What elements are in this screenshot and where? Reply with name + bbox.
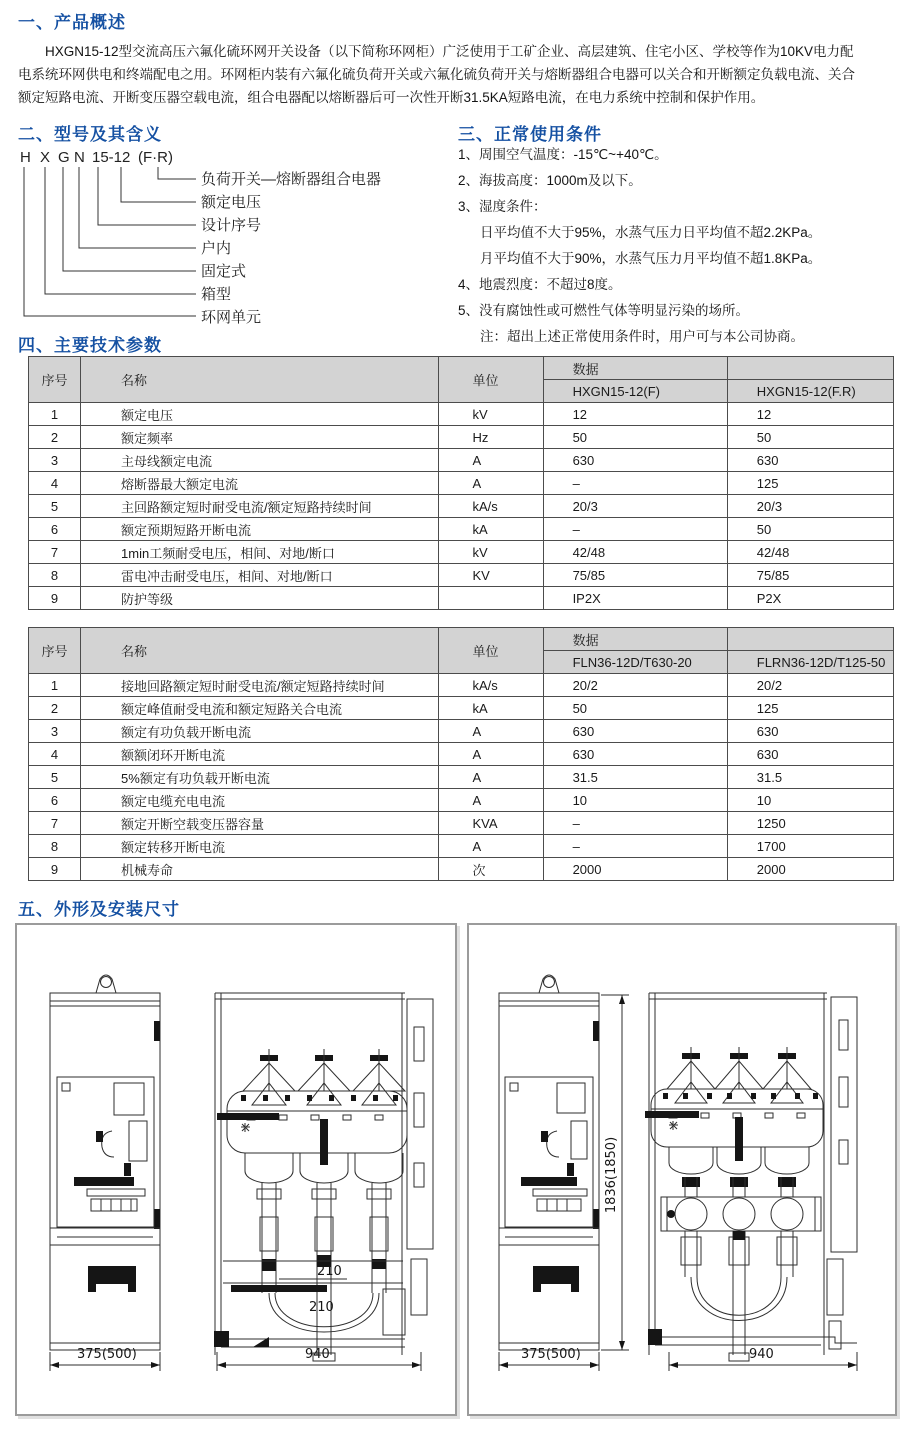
table-cell: A <box>439 720 543 743</box>
table-cell: 12 <box>727 403 893 426</box>
table-cell <box>439 587 543 610</box>
outline-drawing-box-left <box>15 923 457 1416</box>
table-cell: 630 <box>543 720 727 743</box>
table-cell: 1 <box>29 403 81 426</box>
col-header-data-empty <box>727 357 893 380</box>
table-row <box>29 426 894 449</box>
table-cell: 125 <box>727 697 893 720</box>
table-cell: kA/s <box>439 674 543 697</box>
table-cell: 50 <box>543 697 727 720</box>
model-labels <box>201 170 381 326</box>
side-width-dim-label: 375(500) <box>77 1347 137 1362</box>
table-cell: 9 <box>29 587 81 610</box>
section4-title: 四、主要技术参数 <box>18 336 162 355</box>
col-header-model-1: FLN36-12D/T630-20 <box>543 651 727 674</box>
col-header-name: 名称 <box>81 357 439 403</box>
table-cell: 熔断器最大额定电流 <box>81 472 439 495</box>
table-cell: P2X <box>727 587 893 610</box>
table-cell: 5 <box>29 766 81 789</box>
table-cell: 额定峰值耐受电流和额定短路关合电流 <box>81 697 439 720</box>
model-connector-lines <box>24 167 196 316</box>
section2-title: 二、型号及其含义 <box>18 125 162 144</box>
table-cell: 31.5 <box>543 766 727 789</box>
paragraph-line: 电系统环网供电和终端配电之用。环网柜内装有六氟化硫负荷开关或六氟化硫负荷开关与熔断器组合电器可以关合和开断额定负载电流、关合 <box>18 67 855 82</box>
condition-item: 4、地震烈度：不超过8度。 <box>458 277 622 292</box>
svg-text:户内: 户内 <box>201 240 232 257</box>
table-row <box>29 835 894 858</box>
table-row <box>29 697 894 720</box>
table-cell: – <box>543 812 727 835</box>
table-row <box>29 789 894 812</box>
col-header-model-2: FLRN36-12D/T125-50 <box>727 651 893 674</box>
table-cell: 1 <box>29 674 81 697</box>
side-view-drawing <box>50 975 160 1350</box>
table-cell: 75/85 <box>727 564 893 587</box>
table-row <box>29 495 894 518</box>
table-row <box>29 541 894 564</box>
table-cell: 1250 <box>727 812 893 835</box>
condition-subitem: 日平均值不大于95%，水蒸气压力日平均值不超2.2KPa。 <box>480 225 822 240</box>
dimension-annotations <box>499 1347 857 1371</box>
condition-note: 注：超出上述正常使用条件时，用户可与本公司协商。 <box>480 329 804 344</box>
table-cell: kV <box>439 541 543 564</box>
col-header-data: 数据 <box>543 357 727 380</box>
section3-title: 三、正常使用条件 <box>458 125 602 144</box>
table-cell: kA <box>439 697 543 720</box>
table-cell: A <box>439 743 543 766</box>
svg-text:G: G <box>58 149 70 166</box>
condition-item: 1、周围空气温度：-15℃~+40℃。 <box>458 147 668 162</box>
table-cell: A <box>439 472 543 495</box>
table-cell: 4 <box>29 472 81 495</box>
svg-text:15-12: 15-12 <box>92 149 131 166</box>
current-transformers <box>661 1177 821 1231</box>
col-header-name: 名称 <box>81 628 439 674</box>
tech-params-table-2 <box>28 627 894 881</box>
side-view-drawing <box>499 975 599 1350</box>
svg-text:设计序号: 设计序号 <box>201 217 262 234</box>
left-drawing-svg <box>17 925 455 1414</box>
table-cell: 20/3 <box>543 495 727 518</box>
table-cell: 5%额定有功负载开断电流 <box>81 766 439 789</box>
section1-title: 一、产品概述 <box>18 13 126 32</box>
table-cell: 12 <box>543 403 727 426</box>
table-cell: 主回路额定短时耐受电流/额定短路持续时间 <box>81 495 439 518</box>
table-cell: – <box>543 835 727 858</box>
table-cell: 31.5 <box>727 766 893 789</box>
table-cell: A <box>439 766 543 789</box>
right-drawing-svg <box>469 925 895 1414</box>
table-cell: 42/48 <box>727 541 893 564</box>
table-row <box>29 812 894 835</box>
table-cell: 7 <box>29 812 81 835</box>
table-cell: 20/2 <box>727 674 893 697</box>
operating-conditions-list <box>458 142 903 350</box>
front-width-dim-label: 940 <box>749 1347 774 1362</box>
table-row <box>29 472 894 495</box>
svg-text:负荷开关—熔断器组合电器: 负荷开关—熔断器组合电器 <box>201 171 382 188</box>
table-cell: 630 <box>543 449 727 472</box>
table-cell: 4 <box>29 743 81 766</box>
table-cell: 630 <box>727 449 893 472</box>
table-cell: A <box>439 449 543 472</box>
paragraph-line: 额定短路电流、开断变压器空载电流，组合电器配以熔断器后可一次性开断31.5KA短路电流，在电力系统中控制和保护作用。 <box>18 90 765 105</box>
table-cell: 3 <box>29 449 81 472</box>
col-header-model-2: HXGN15-12(F.R) <box>727 380 893 403</box>
table-body <box>29 674 894 881</box>
paragraph-line: HXGN15-12型交流高压六氟化硫环网开关设备（以下简称环网柜）广泛使用于工矿企业、高层建筑、住宅小区、学校等作为10KV电力配 <box>45 44 854 59</box>
table-cell: 8 <box>29 835 81 858</box>
table-row <box>29 587 894 610</box>
product-overview-paragraph <box>18 40 896 109</box>
col-header-no: 序号 <box>29 357 81 403</box>
table-cell: kA <box>439 518 543 541</box>
side-width-dim-label: 375(500) <box>521 1347 581 1362</box>
table-cell: IP2X <box>543 587 727 610</box>
table-cell: 额定电压 <box>81 403 439 426</box>
cable-dim-a-label: 210 <box>317 1264 342 1279</box>
outline-drawing-box-right <box>467 923 897 1416</box>
tech-params-table-1 <box>28 356 894 610</box>
col-header-model-1: HXGN15-12(F) <box>543 380 727 403</box>
table-row <box>29 674 894 697</box>
col-header-unit: 单位 <box>439 357 543 403</box>
table-cell: kV <box>439 403 543 426</box>
table-cell: – <box>543 472 727 495</box>
svg-text:H: H <box>20 149 31 166</box>
svg-text:(F·R): (F·R) <box>138 149 173 166</box>
col-header-data: 数据 <box>543 628 727 651</box>
col-header-data-empty <box>727 628 893 651</box>
svg-text:箱型: 箱型 <box>201 286 232 303</box>
insulator-bushings <box>667 1047 811 1103</box>
table-row <box>29 518 894 541</box>
table-cell: 630 <box>727 743 893 766</box>
col-header-unit: 单位 <box>439 628 543 674</box>
svg-text:环网单元: 环网单元 <box>201 309 262 326</box>
svg-text:N: N <box>74 149 85 166</box>
condition-item: 3、湿度条件： <box>458 199 547 214</box>
table-cell: 75/85 <box>543 564 727 587</box>
table-cell: 额定开断空载变压器容量 <box>81 812 439 835</box>
table-cell: 额定转移开断电流 <box>81 835 439 858</box>
table-cell: kA/s <box>439 495 543 518</box>
table-cell: 125 <box>727 472 893 495</box>
table-cell: 9 <box>29 858 81 881</box>
table-cell: 8 <box>29 564 81 587</box>
table-cell: 额定预期短路开断电流 <box>81 518 439 541</box>
table-cell: 20/2 <box>543 674 727 697</box>
table-cell: 额定电缆充电电流 <box>81 789 439 812</box>
table-cell: 2 <box>29 426 81 449</box>
table-row <box>29 720 894 743</box>
table-cell: 1min工频耐受电压，相间、对地/断口 <box>81 541 439 564</box>
table-cell: 6 <box>29 518 81 541</box>
table-cell: 10 <box>727 789 893 812</box>
front-view-drawing <box>645 993 857 1361</box>
table-row <box>29 766 894 789</box>
model-code-text <box>20 149 173 166</box>
front-view-drawing <box>214 993 433 1361</box>
table-cell: 3 <box>29 720 81 743</box>
svg-text:固定式: 固定式 <box>201 263 247 280</box>
height-dim-label: 1836(1850) <box>604 1136 619 1214</box>
table-cell: Hz <box>439 426 543 449</box>
table-body <box>29 403 894 610</box>
table-cell: 50 <box>543 426 727 449</box>
table-cell: 10 <box>543 789 727 812</box>
col-header-no: 序号 <box>29 628 81 674</box>
section5-title: 五、外形及安装尺寸 <box>18 900 180 919</box>
model-meaning-diagram <box>18 146 448 331</box>
fuse-tubes <box>681 1231 797 1355</box>
table-row <box>29 743 894 766</box>
table-row <box>29 858 894 881</box>
table-cell: 防护等级 <box>81 587 439 610</box>
table-row <box>29 449 894 472</box>
table-cell: 2000 <box>727 858 893 881</box>
table-cell: A <box>439 789 543 812</box>
table-cell: 2 <box>29 697 81 720</box>
svg-text:X: X <box>40 149 51 166</box>
table-cell: 7 <box>29 541 81 564</box>
table-cell: 2000 <box>543 858 727 881</box>
table-row <box>29 564 894 587</box>
condition-subitem: 月平均值不大于90%，水蒸气压力月平均值不超1.8KPa。 <box>480 251 822 266</box>
table-cell: 20/3 <box>727 495 893 518</box>
height-dimension <box>601 995 629 1350</box>
table-cell: 1700 <box>727 835 893 858</box>
table-cell: 主母线额定电流 <box>81 449 439 472</box>
table-cell: 额定频率 <box>81 426 439 449</box>
table-cell: 5 <box>29 495 81 518</box>
condition-item: 2、海拔高度：1000m及以下。 <box>458 173 642 188</box>
table-cell: KVA <box>439 812 543 835</box>
table-cell: – <box>543 518 727 541</box>
model-code-diagram <box>18 146 448 331</box>
table-cell: 额定有功负载开断电流 <box>81 720 439 743</box>
table-cell: 雷电冲击耐受电压，相间、对地/断口 <box>81 564 439 587</box>
front-width-dim-label: 940 <box>305 1347 330 1362</box>
table-cell: KV <box>439 564 543 587</box>
table-cell: 6 <box>29 789 81 812</box>
condition-item: 5、没有腐蚀性或可燃性气体等明显污染的场所。 <box>458 303 750 318</box>
table-cell: 额额闭环开断电流 <box>81 743 439 766</box>
table-cell: 接地回路额定短时耐受电流/额定短路持续时间 <box>81 674 439 697</box>
table-cell: 50 <box>727 426 893 449</box>
table-row <box>29 403 894 426</box>
table-cell: 次 <box>439 858 543 881</box>
table-cell: 630 <box>727 720 893 743</box>
dimension-annotations <box>50 1347 421 1371</box>
cable-dim-b-label: 210 <box>309 1300 334 1315</box>
table-cell: 机械寿命 <box>81 858 439 881</box>
table-cell: A <box>439 835 543 858</box>
table-cell: 42/48 <box>543 541 727 564</box>
table-cell: 50 <box>727 518 893 541</box>
svg-text:额定电压: 额定电压 <box>201 194 262 211</box>
table-cell: 630 <box>543 743 727 766</box>
